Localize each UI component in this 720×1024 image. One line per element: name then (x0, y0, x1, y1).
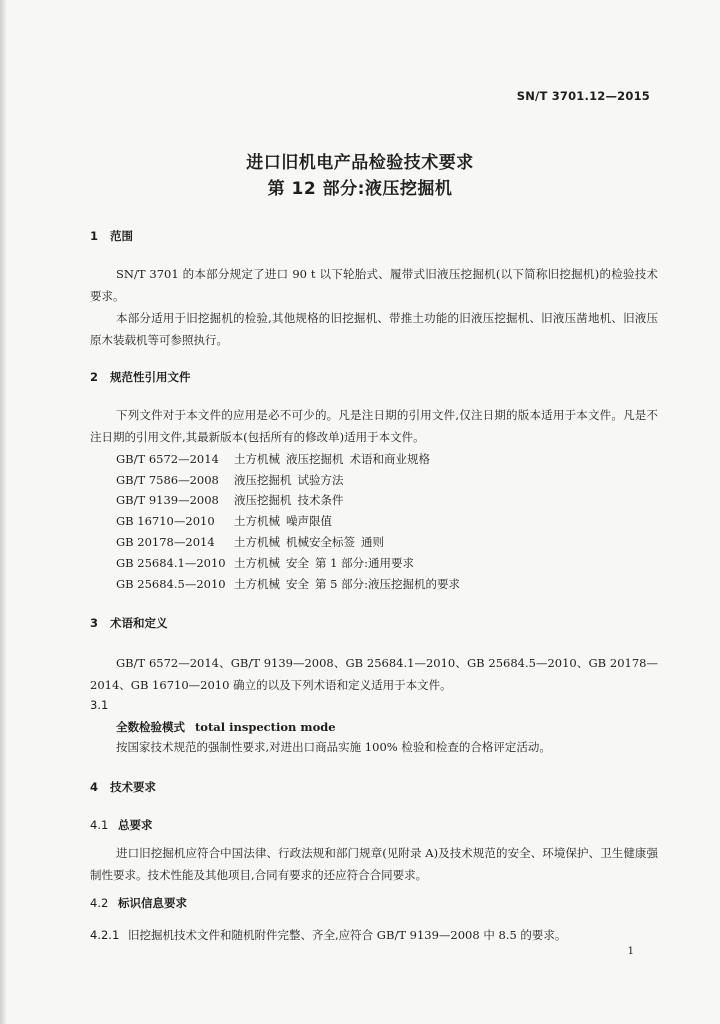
section-number: 4.1 (90, 818, 109, 832)
section-number: 3 (90, 616, 99, 630)
reference-code: GB/T 6572—2014 (116, 452, 219, 466)
term-definition: 按国家技术规范的强制性要求,对进出口商品实施 100% 检验和检查的合格评定活动。 (116, 740, 551, 754)
section-4-1-heading (90, 817, 153, 833)
reference-code: GB 16710—2010 (116, 514, 215, 528)
section-number: 1 (90, 229, 99, 243)
reference-code: GB 25684.1—2010 (116, 556, 226, 570)
section-title: 范围 (110, 229, 133, 243)
reference-item: GB/T 9139—2008 液压挖掘机 技术条件 (116, 490, 344, 510)
reference-item: GB 25684.5—2010 土方机械 安全 第 5 部分:液压挖掘机的要求 (116, 574, 460, 594)
section-number: 2 (90, 370, 99, 384)
section-3-heading (90, 615, 168, 631)
clause-text: 旧挖掘机技术文件和随机附件完整、齐全,应符合 GB/T 9139—2008 中 8.5 的要求。 (128, 928, 567, 942)
reference-code: GB/T 9139—2008 (116, 493, 219, 507)
term-entry (116, 719, 336, 735)
reference-code: GB/T 7586—2008 (116, 473, 219, 487)
reference-code: GB 20178—2014 (116, 535, 215, 549)
section-4-2-heading (90, 895, 187, 911)
term-chinese: 全数检验模式 (116, 720, 185, 734)
clause-4-2-1 (90, 924, 658, 946)
references-intro: 下列文件对于本文件的应用是必不可少的。凡是注日期的引用文件,仅注日期的版本适用于本文件。凡是不注日期的引用文件,其最新版本(包括所有的修改单)适用于本文件。 (90, 408, 658, 444)
section-1-heading (90, 228, 133, 244)
term-number: 3.1 (90, 698, 109, 712)
reference-item: GB 16710—2010 土方机械 噪声限值 (116, 511, 332, 531)
terms-intro: GB/T 6572—2014、GB/T 9139—2008、GB 25684.1—2010、GB 25684.5—2010、GB 20178—2014、GB 16710—2010 确立的以及下列术语和定义适用于本文件。 (90, 656, 658, 692)
clause-number: 4.2.1 (90, 928, 120, 942)
section-title: 术语和定义 (110, 616, 168, 630)
section-title: 技术要求 (110, 780, 156, 794)
scope-paragraph-2: 本部分适用于旧挖掘机的检验,其他规格的旧挖掘机、带推土功能的旧液压挖掘机、旧液压凿地机、旧液压原木装载机等可参照执行。 (90, 311, 658, 347)
reference-item: GB 20178—2014 土方机械 机械安全标签 通则 (116, 532, 384, 552)
page-number: 1 (627, 946, 634, 957)
section-number: 4.2 (90, 896, 109, 910)
section-number: 4 (90, 780, 99, 794)
section-title: 规范性引用文件 (110, 370, 191, 384)
standard-code: SN/T 3701.12—2015 (516, 89, 650, 103)
reference-code: GB 25684.5—2010 (116, 577, 226, 591)
section-title: 标识信息要求 (118, 896, 187, 910)
document-subtitle: 第 12 部分:液压挖掘机 (267, 179, 453, 199)
general-requirements-text: 进口旧挖掘机应符合中国法律、行政法规和部门规章(见附录 A)及技术规范的安全、环境保护、卫生健康强制性要求。技术性能及其他项目,合同有要求的还应符合合同要求。 (90, 846, 658, 882)
section-4-heading (90, 779, 156, 795)
section-title: 总要求 (118, 818, 153, 832)
reference-item: GB/T 7586—2008 液压挖掘机 试验方法 (116, 470, 344, 490)
reference-item: GB 25684.1—2010 土方机械 安全 第 1 部分:通用要求 (116, 553, 414, 573)
term-english: total inspection mode (195, 720, 336, 734)
section-2-heading (90, 369, 191, 385)
scope-paragraph-1: SN/T 3701 的本部分规定了进口 90 t 以下轮胎式、履带式旧液压挖掘机(以下简称旧挖掘机)的检验技术要求。 (90, 267, 658, 303)
reference-item: GB/T 6572—2014 土方机械 液压挖掘机 术语和商业规格 (116, 449, 430, 469)
document-title: 进口旧机电产品检验技术要求 (246, 153, 474, 173)
